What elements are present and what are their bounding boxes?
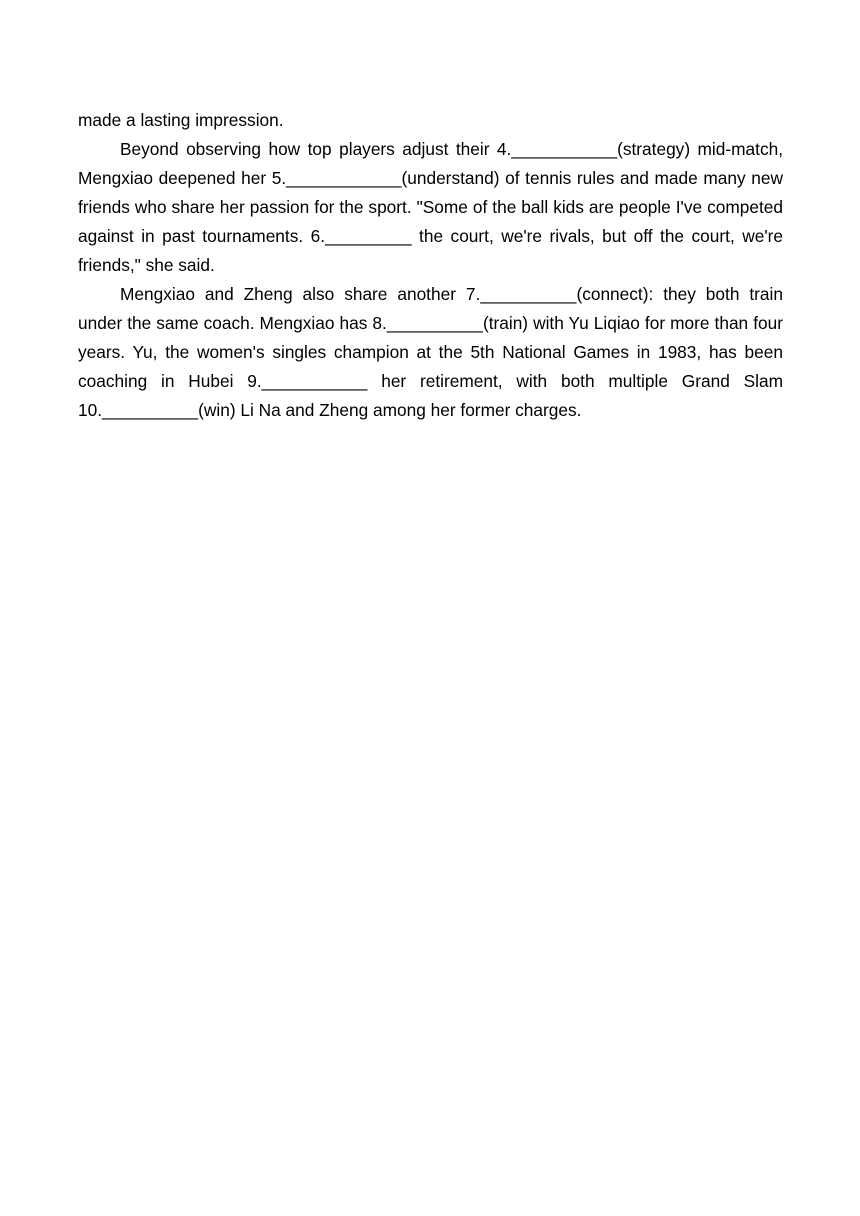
- passage-segment: (strategy) mid-match, Mengxiao deepened her 5.: [78, 139, 783, 188]
- answer-blank: __________: [102, 400, 199, 420]
- answer-blank: ____________: [286, 168, 402, 188]
- answer-blank: ___________: [511, 139, 618, 159]
- passage-segment: made a lasting impression.: [78, 110, 284, 130]
- passage-segment: the court, we're rivals, but off the court, we're friends," she said.: [78, 226, 783, 275]
- paragraph: [78, 280, 783, 425]
- passage-segment: (connect): they both train under the same coach. Mengxiao has 8.: [78, 284, 783, 333]
- passage-segment: (train) with Yu Liqiao for more than four years. Yu, the women's singles champion at the 5th National Games in 1983, has been coaching in Hubei 9.: [78, 313, 783, 391]
- passage-segment: (understand) of tennis rules and made many new friends who share her passion for the sport. "Some of the ball kids are people I've competed against in past tournaments. 6.: [78, 168, 783, 246]
- passage-segment: her retirement, with both multiple Grand Slam 10.: [78, 371, 783, 420]
- passage-segment: (win) Li Na and Zheng among her former charges.: [198, 400, 582, 420]
- answer-blank: __________: [386, 313, 483, 333]
- passage-text: [78, 106, 783, 425]
- answer-blank: __________: [480, 284, 577, 304]
- passage-segment: Beyond observing how top players adjust their 4.: [120, 139, 512, 159]
- answer-blank: ___________: [261, 371, 368, 391]
- paragraph: [78, 135, 783, 280]
- paragraph: [78, 106, 783, 135]
- passage-segment: Mengxiao and Zheng also share another 7.: [120, 284, 481, 304]
- answer-blank: _________: [325, 226, 412, 246]
